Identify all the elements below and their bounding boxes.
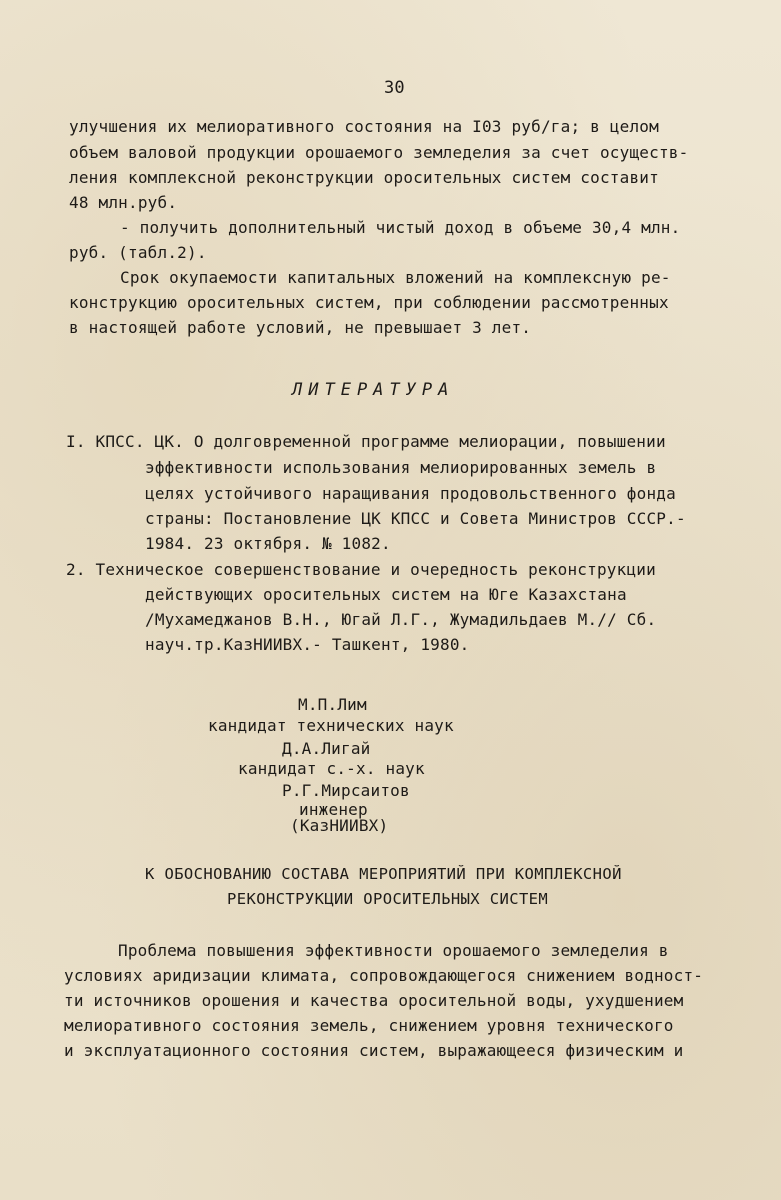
reference-line: /Мухамеджанов В.Н., Югай Л.Г., Жумадильдаев М.// Сб. xyxy=(145,610,657,629)
text-line: ти источников орошения и качества оросительной воды, ухудшением xyxy=(64,991,684,1010)
text-line: Срок окупаемости капитальных вложений на комплексную ре- xyxy=(120,268,671,287)
text-line: условиях аридизации климата, сопровождающегося снижением водност- xyxy=(64,966,704,985)
reference-line: 1984. 23 октября. № 1082. xyxy=(145,534,391,553)
author-degree: кандидат технических наук xyxy=(208,716,454,735)
page-number: 30 xyxy=(384,78,405,98)
article-title-line: РЕКОНСТРУКЦИИ ОРОСИТЕЛЬНЫХ СИСТЕМ xyxy=(227,890,549,908)
text-line: - получить дополнительный чистый доход в объеме 30,4 млн. xyxy=(120,218,681,237)
literature-heading: ЛИТЕРАТУРА xyxy=(292,380,455,400)
text-line: улучшения их мелиоративного состояния на I03 руб/га; в целом xyxy=(69,117,659,136)
text-line: объем валовой продукции орошаемого земледелия за счет осуществ- xyxy=(69,143,689,162)
reference-line: науч.тр.КазНИИВХ.- Ташкент, 1980. xyxy=(145,635,470,654)
author-name: Р.Г.Мирсаитов xyxy=(282,781,410,800)
text-line: мелиоративного состояния земель, снижением уровня технического xyxy=(64,1016,674,1035)
text-line: 48 млн.руб. xyxy=(69,193,178,212)
reference-line: страны: Постановление ЦК КПСС и Совета Министров СССР.- xyxy=(145,509,686,528)
text-line: руб. (табл.2). xyxy=(69,243,207,262)
text-line: в настоящей работе условий, не превышает 3 лет. xyxy=(69,318,532,337)
author-name: М.П.Лим xyxy=(298,695,367,714)
author-affiliation: (КазНИИВХ) xyxy=(290,816,389,835)
author-degree: кандидат с.-х. наук xyxy=(238,759,425,778)
reference-line: целях устойчивого наращивания продовольственного фонда xyxy=(145,484,676,503)
reference-line: эффективности использования мелиорированных земель в xyxy=(145,458,657,477)
reference-line: действующих оросительных систем на Юге Казахстана xyxy=(145,585,627,604)
reference-line: 2. Техническое совершенствование и очередность реконструкции xyxy=(66,560,656,579)
text-line: ления комплексной реконструкции оросительных систем составит xyxy=(69,168,659,187)
text-line: конструкцию оросительных систем, при соблюдении рассмотренных xyxy=(69,293,669,312)
reference-line: I. КПСС. ЦК. О долговременной программе мелиорации, повышении xyxy=(66,432,666,451)
author-position: инженер xyxy=(299,800,368,819)
text-line: и эксплуатационного состояния систем, выражающееся физическим и xyxy=(64,1041,684,1060)
author-name: Д.А.Лигай xyxy=(282,739,371,758)
text-line: Проблема повышения эффективности орошаемого земледелия в xyxy=(118,941,669,960)
article-title-line: К ОБОСНОВАНИЮ СОСТАВА МЕРОПРИЯТИЙ ПРИ КОМПЛЕКСНОЙ xyxy=(145,865,622,883)
